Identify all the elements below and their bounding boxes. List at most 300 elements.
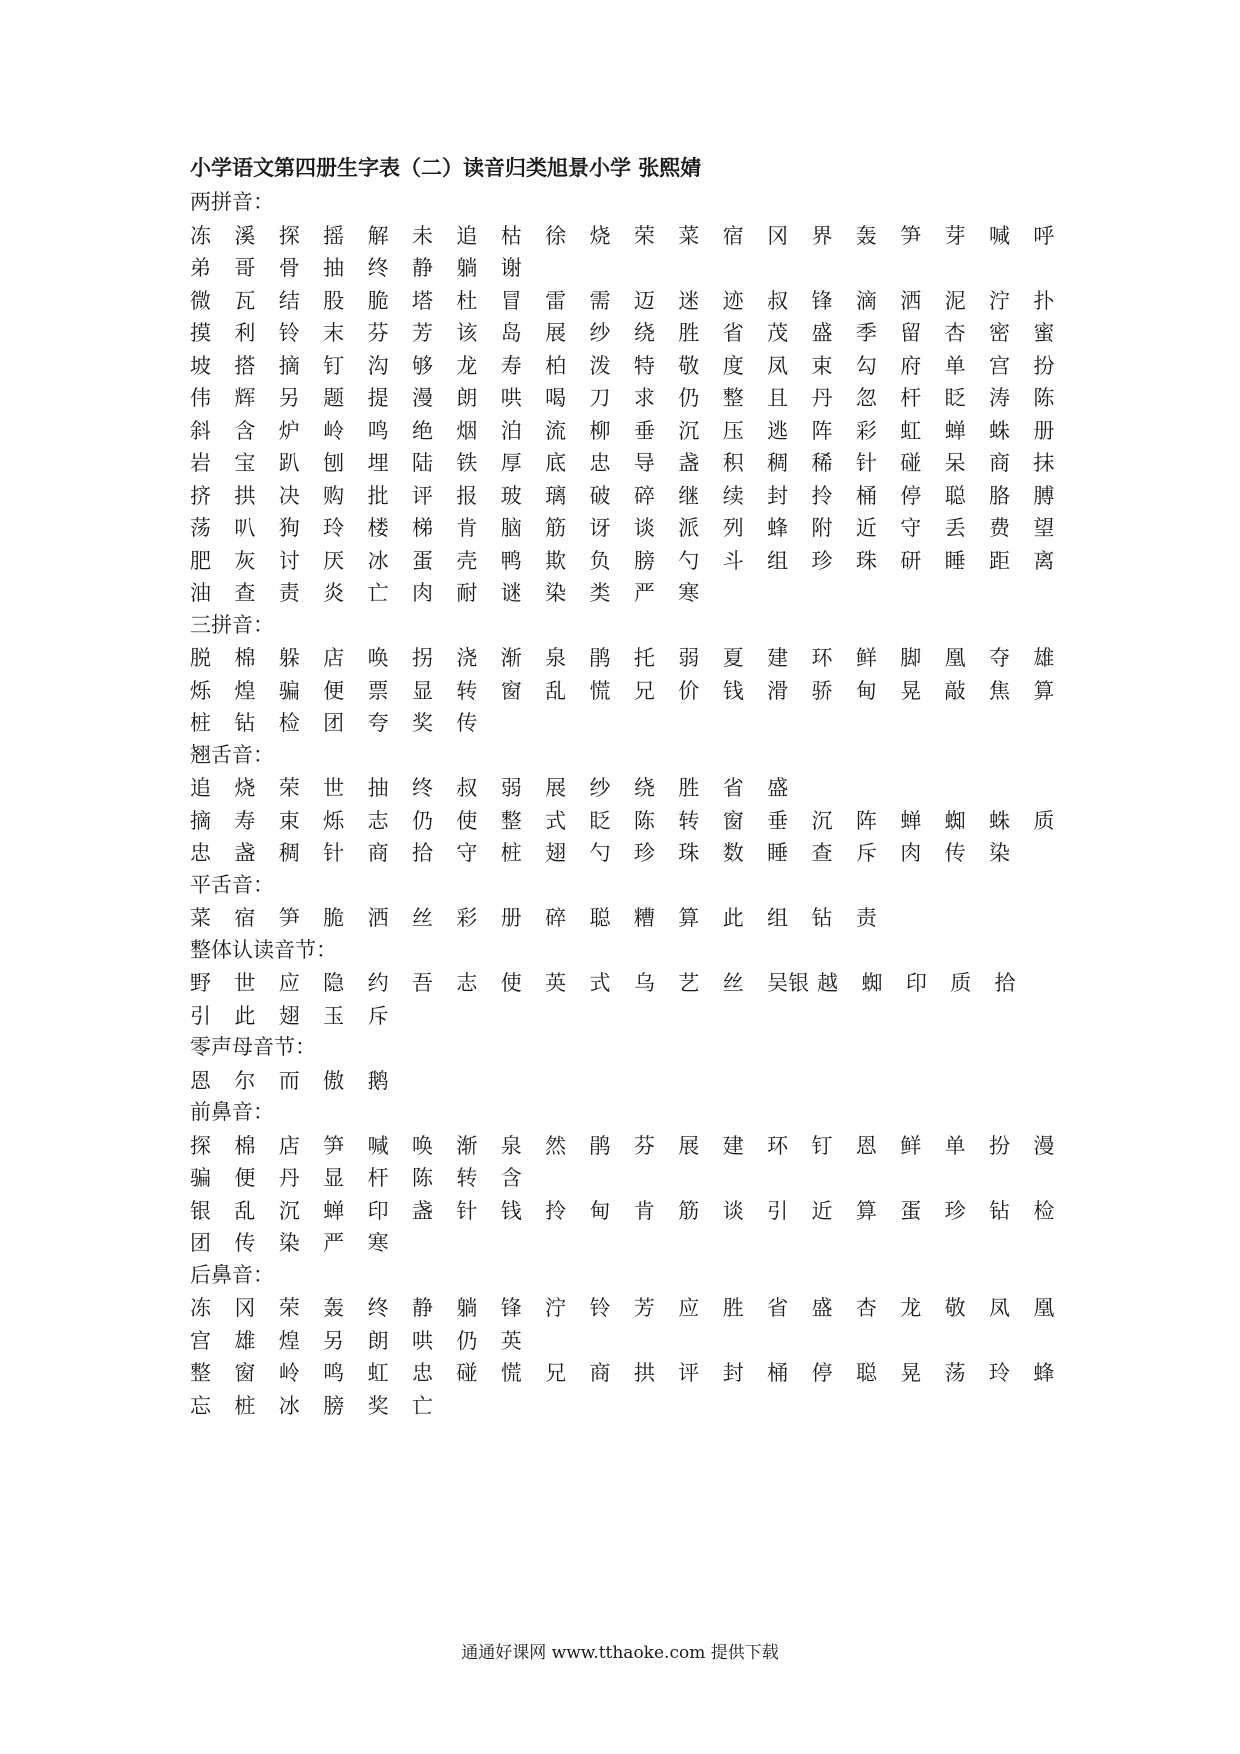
character: 骗 bbox=[190, 1166, 211, 1191]
character-row bbox=[190, 966, 1070, 999]
character: 脱 bbox=[190, 646, 211, 671]
character: 忠 bbox=[411, 1361, 433, 1386]
character: 传 bbox=[944, 841, 966, 866]
character: 谈 bbox=[722, 1198, 744, 1223]
character: 埋 bbox=[367, 451, 389, 476]
character: 志 bbox=[367, 808, 389, 833]
character: 梯 bbox=[411, 516, 433, 541]
character: 蜂 bbox=[767, 516, 789, 541]
character-row bbox=[190, 576, 1070, 609]
character: 世 bbox=[323, 776, 345, 801]
character: 斥 bbox=[367, 1003, 389, 1028]
character: 册 bbox=[500, 906, 522, 931]
character: 斜 bbox=[190, 418, 211, 443]
character: 冈 bbox=[234, 1296, 256, 1321]
character: 追 bbox=[456, 223, 478, 248]
character: 摘 bbox=[190, 808, 211, 833]
character: 鲜 bbox=[855, 646, 877, 671]
character: 结 bbox=[278, 288, 300, 313]
character: 商 bbox=[367, 841, 389, 866]
character: 躺 bbox=[456, 1296, 478, 1321]
character: 密 bbox=[989, 321, 1011, 346]
character: 束 bbox=[811, 353, 833, 378]
character: 度 bbox=[722, 353, 744, 378]
character: 导 bbox=[633, 451, 655, 476]
character: 拎 bbox=[811, 483, 833, 508]
character: 奖 bbox=[367, 1393, 389, 1418]
character: 勺 bbox=[589, 841, 611, 866]
character: 烁 bbox=[190, 678, 211, 703]
character: 鸣 bbox=[323, 1361, 345, 1386]
character: 雄 bbox=[1033, 646, 1055, 671]
character: 负 bbox=[589, 548, 611, 573]
character: 抹 bbox=[1033, 451, 1055, 476]
character: 英 bbox=[500, 1328, 522, 1353]
character: 锋 bbox=[500, 1296, 522, 1321]
character: 垂 bbox=[767, 808, 789, 833]
character: 谜 bbox=[500, 581, 522, 606]
character: 珍 bbox=[811, 548, 833, 573]
character: 乌 bbox=[633, 971, 655, 996]
character: 展 bbox=[545, 321, 567, 346]
character: 然 bbox=[545, 1133, 567, 1158]
character: 商 bbox=[989, 451, 1011, 476]
character: 停 bbox=[900, 483, 922, 508]
character: 盛 bbox=[767, 776, 789, 801]
character: 骗 bbox=[278, 678, 300, 703]
character: 该 bbox=[456, 321, 478, 346]
character: 荣 bbox=[278, 1296, 300, 1321]
character: 显 bbox=[411, 678, 433, 703]
character: 拎 bbox=[545, 1198, 567, 1223]
character: 眨 bbox=[589, 808, 611, 833]
character-row bbox=[190, 381, 1070, 414]
character: 摸 bbox=[190, 321, 211, 346]
character: 垂 bbox=[633, 418, 655, 443]
character: 恩 bbox=[190, 1068, 211, 1093]
character: 蛛 bbox=[989, 418, 1011, 443]
character: 瓦 bbox=[234, 288, 256, 313]
character: 继 bbox=[678, 483, 700, 508]
character: 泞 bbox=[989, 288, 1011, 313]
character: 厚 bbox=[500, 451, 522, 476]
character: 派 bbox=[678, 516, 700, 541]
character: 喝 bbox=[545, 386, 567, 411]
character: 烧 bbox=[234, 776, 256, 801]
character: 约 bbox=[367, 971, 389, 996]
character: 岩 bbox=[190, 451, 211, 476]
character: 枯 bbox=[500, 223, 522, 248]
character: 转 bbox=[678, 808, 700, 833]
character-row bbox=[190, 219, 1070, 252]
character: 寿 bbox=[500, 353, 522, 378]
character: 探 bbox=[278, 223, 300, 248]
character: 朗 bbox=[367, 1328, 389, 1353]
character: 印 bbox=[905, 971, 927, 996]
character: 蝉 bbox=[900, 808, 922, 833]
character: 组 bbox=[767, 548, 789, 573]
character: 煌 bbox=[234, 678, 256, 703]
character: 研 bbox=[900, 548, 922, 573]
character: 批 bbox=[367, 483, 389, 508]
character: 组 bbox=[767, 906, 789, 931]
character: 叭 bbox=[234, 516, 256, 541]
character: 荡 bbox=[944, 1361, 966, 1386]
character: 托 bbox=[633, 646, 655, 671]
character: 世 bbox=[234, 971, 256, 996]
character: 胜 bbox=[678, 776, 700, 801]
character: 窗 bbox=[722, 808, 744, 833]
character: 蜘 bbox=[944, 808, 966, 833]
character: 宫 bbox=[190, 1328, 211, 1353]
character: 检 bbox=[278, 711, 300, 736]
character: 眨 bbox=[944, 386, 966, 411]
character: 利 bbox=[234, 321, 256, 346]
character: 展 bbox=[678, 1133, 700, 1158]
character: 寿 bbox=[234, 808, 256, 833]
character: 印 bbox=[367, 1198, 389, 1223]
character-row bbox=[190, 349, 1070, 382]
character: 追 bbox=[190, 776, 211, 801]
character: 鸭 bbox=[500, 548, 522, 573]
character: 凤 bbox=[989, 1296, 1011, 1321]
character: 刀 bbox=[589, 386, 611, 411]
character: 甸 bbox=[855, 678, 877, 703]
character: 引 bbox=[190, 1003, 211, 1028]
character: 算 bbox=[1033, 678, 1055, 703]
character: 勺 bbox=[678, 548, 700, 573]
character: 式 bbox=[589, 971, 611, 996]
character: 丢 bbox=[944, 516, 966, 541]
character: 摇 bbox=[323, 223, 345, 248]
character: 夸 bbox=[367, 711, 389, 736]
character: 蜘 bbox=[861, 971, 883, 996]
character: 蜜 bbox=[1033, 321, 1055, 346]
character: 笋 bbox=[900, 223, 922, 248]
character: 抽 bbox=[367, 776, 389, 801]
character: 桩 bbox=[234, 1393, 256, 1418]
character: 浇 bbox=[456, 646, 478, 671]
character: 睡 bbox=[767, 841, 789, 866]
character: 解 bbox=[367, 223, 389, 248]
character: 束 bbox=[278, 808, 300, 833]
character: 聪 bbox=[589, 906, 611, 931]
character: 肉 bbox=[900, 841, 922, 866]
character: 转 bbox=[456, 1166, 478, 1191]
character: 辉 bbox=[234, 386, 256, 411]
character-row bbox=[190, 1129, 1070, 1162]
character: 聪 bbox=[855, 1361, 877, 1386]
character: 挤 bbox=[190, 483, 211, 508]
character: 狗 bbox=[278, 516, 300, 541]
character: 彩 bbox=[456, 906, 478, 931]
character: 斗 bbox=[722, 548, 744, 573]
character: 甸 bbox=[589, 1198, 611, 1223]
character: 式 bbox=[545, 808, 567, 833]
character: 冻 bbox=[190, 223, 211, 248]
character: 绕 bbox=[633, 321, 655, 346]
character: 漫 bbox=[411, 386, 433, 411]
character: 敬 bbox=[944, 1296, 966, 1321]
character: 另 bbox=[278, 386, 300, 411]
character: 龙 bbox=[900, 1296, 922, 1321]
character: 塔 bbox=[411, 288, 433, 313]
character: 煌 bbox=[278, 1328, 300, 1353]
character: 泼 bbox=[589, 353, 611, 378]
character: 纱 bbox=[589, 776, 611, 801]
character: 迹 bbox=[722, 288, 744, 313]
character: 艺 bbox=[678, 971, 700, 996]
character: 丝 bbox=[722, 971, 744, 996]
character: 省 bbox=[722, 776, 744, 801]
character: 膀 bbox=[633, 548, 655, 573]
character: 珠 bbox=[855, 548, 877, 573]
character: 晃 bbox=[900, 1361, 922, 1386]
character: 府 bbox=[900, 353, 922, 378]
character: 溪 bbox=[234, 223, 256, 248]
character: 岭 bbox=[323, 418, 345, 443]
character-row bbox=[190, 479, 1070, 512]
character: 叔 bbox=[767, 288, 789, 313]
character: 吴银 bbox=[767, 971, 810, 996]
character: 稀 bbox=[811, 451, 833, 476]
character: 喊 bbox=[989, 223, 1011, 248]
character: 芳 bbox=[633, 1296, 655, 1321]
character: 凤 bbox=[767, 353, 789, 378]
character: 底 bbox=[545, 451, 567, 476]
character: 票 bbox=[367, 678, 389, 703]
character: 脆 bbox=[367, 288, 389, 313]
character: 传 bbox=[234, 1231, 256, 1256]
character: 拾 bbox=[411, 841, 433, 866]
character: 慌 bbox=[589, 678, 611, 703]
character: 封 bbox=[722, 1361, 744, 1386]
character-row bbox=[190, 1389, 1070, 1422]
character: 迈 bbox=[633, 288, 655, 313]
character: 柳 bbox=[589, 418, 611, 443]
character: 压 bbox=[722, 418, 744, 443]
character: 附 bbox=[811, 516, 833, 541]
character: 彩 bbox=[855, 418, 877, 443]
character: 胜 bbox=[678, 321, 700, 346]
character: 费 bbox=[989, 516, 1011, 541]
character: 冈 bbox=[767, 223, 789, 248]
character: 拱 bbox=[633, 1361, 655, 1386]
character: 奖 bbox=[411, 711, 433, 736]
character: 抽 bbox=[323, 256, 345, 281]
character: 质 bbox=[950, 971, 972, 996]
section-heading: 两拼音： bbox=[190, 190, 274, 214]
character: 棉 bbox=[234, 646, 256, 671]
character-row bbox=[190, 999, 1070, 1032]
character: 染 bbox=[545, 581, 567, 606]
character: 应 bbox=[278, 971, 300, 996]
character: 碎 bbox=[545, 906, 567, 931]
character: 肉 bbox=[411, 581, 433, 606]
section-heading: 三拼音： bbox=[190, 612, 274, 637]
character: 忠 bbox=[190, 841, 211, 866]
character: 翅 bbox=[545, 841, 567, 866]
character: 静 bbox=[411, 256, 433, 281]
character: 谢 bbox=[500, 256, 522, 281]
character: 扮 bbox=[1033, 353, 1055, 378]
character: 杏 bbox=[855, 1296, 877, 1321]
character-row bbox=[190, 316, 1070, 349]
character: 珍 bbox=[633, 841, 655, 866]
character: 尔 bbox=[234, 1068, 256, 1093]
character: 严 bbox=[323, 1231, 345, 1256]
character-row bbox=[190, 414, 1070, 447]
character: 躺 bbox=[456, 256, 478, 281]
character: 志 bbox=[456, 971, 478, 996]
character: 商 bbox=[589, 1361, 611, 1386]
character: 寒 bbox=[367, 1231, 389, 1256]
character: 荣 bbox=[633, 223, 655, 248]
character: 糟 bbox=[633, 906, 655, 931]
character: 针 bbox=[456, 1198, 478, 1223]
character: 聪 bbox=[944, 483, 966, 508]
character: 菜 bbox=[190, 906, 211, 931]
character: 讨 bbox=[278, 548, 300, 573]
character: 严 bbox=[633, 581, 655, 606]
character: 铁 bbox=[456, 451, 478, 476]
character: 躲 bbox=[278, 646, 300, 671]
character: 距 bbox=[989, 548, 1011, 573]
character: 陈 bbox=[1033, 386, 1055, 411]
character: 忠 bbox=[589, 451, 611, 476]
character: 讶 bbox=[589, 516, 611, 541]
character: 稠 bbox=[767, 451, 789, 476]
character: 类 bbox=[589, 581, 611, 606]
character: 趴 bbox=[278, 451, 300, 476]
character: 芳 bbox=[411, 321, 433, 346]
character: 敬 bbox=[678, 353, 700, 378]
character: 泥 bbox=[944, 288, 966, 313]
character-row bbox=[190, 446, 1070, 479]
character: 凰 bbox=[944, 646, 966, 671]
character: 单 bbox=[944, 1133, 966, 1158]
character: 兄 bbox=[633, 678, 655, 703]
character: 骄 bbox=[811, 678, 833, 703]
character: 骨 bbox=[278, 256, 300, 281]
character: 价 bbox=[678, 678, 700, 703]
character: 菜 bbox=[678, 223, 700, 248]
character: 购 bbox=[323, 483, 345, 508]
character: 陈 bbox=[633, 808, 655, 833]
character: 鹅 bbox=[367, 1068, 389, 1093]
character: 终 bbox=[367, 256, 389, 281]
character: 末 bbox=[323, 321, 345, 346]
character: 杜 bbox=[456, 288, 478, 313]
character: 唤 bbox=[411, 1133, 433, 1158]
character: 查 bbox=[811, 841, 833, 866]
character: 翅 bbox=[278, 1003, 300, 1028]
character: 肥 bbox=[190, 548, 211, 573]
character: 拐 bbox=[411, 646, 433, 671]
character: 鲜 bbox=[900, 1133, 922, 1158]
character: 传 bbox=[456, 711, 478, 736]
character: 弟 bbox=[190, 256, 211, 281]
character: 朗 bbox=[456, 386, 478, 411]
character: 陆 bbox=[411, 451, 433, 476]
character: 欺 bbox=[545, 548, 567, 573]
character: 叔 bbox=[456, 776, 478, 801]
character: 决 bbox=[278, 483, 300, 508]
character: 哥 bbox=[234, 256, 256, 281]
character: 应 bbox=[678, 1296, 700, 1321]
character: 渐 bbox=[500, 646, 522, 671]
character: 流 bbox=[545, 418, 567, 443]
character: 蛋 bbox=[900, 1198, 922, 1223]
character: 肯 bbox=[456, 516, 478, 541]
character: 丝 bbox=[411, 906, 433, 931]
character: 宿 bbox=[234, 906, 256, 931]
character: 沉 bbox=[678, 418, 700, 443]
character: 针 bbox=[323, 841, 345, 866]
character: 筋 bbox=[545, 516, 567, 541]
character: 提 bbox=[367, 386, 389, 411]
character: 芬 bbox=[633, 1133, 655, 1158]
character: 停 bbox=[811, 1361, 833, 1386]
character: 仍 bbox=[678, 386, 700, 411]
character: 蛋 bbox=[411, 548, 433, 573]
character: 特 bbox=[633, 353, 655, 378]
character: 璃 bbox=[545, 483, 567, 508]
character: 蜂 bbox=[1033, 1361, 1055, 1386]
character: 虹 bbox=[367, 1361, 389, 1386]
character: 扮 bbox=[989, 1133, 1011, 1158]
character: 窗 bbox=[500, 678, 522, 703]
character: 宫 bbox=[989, 353, 1011, 378]
character: 省 bbox=[722, 321, 744, 346]
character: 冰 bbox=[278, 1393, 300, 1418]
character: 染 bbox=[278, 1231, 300, 1256]
character: 壳 bbox=[456, 548, 478, 573]
character: 玻 bbox=[500, 483, 522, 508]
character: 碎 bbox=[633, 483, 655, 508]
character: 碰 bbox=[900, 451, 922, 476]
character: 呆 bbox=[944, 451, 966, 476]
character: 焦 bbox=[989, 678, 1011, 703]
character: 厌 bbox=[323, 548, 345, 573]
character: 质 bbox=[1033, 808, 1055, 833]
character: 稠 bbox=[278, 841, 300, 866]
character-row bbox=[190, 1064, 1070, 1097]
character: 钻 bbox=[989, 1198, 1011, 1223]
character: 洒 bbox=[900, 288, 922, 313]
character: 转 bbox=[456, 678, 478, 703]
character: 钉 bbox=[323, 353, 345, 378]
character: 未 bbox=[411, 223, 433, 248]
character: 纱 bbox=[589, 321, 611, 346]
character: 桩 bbox=[190, 711, 211, 736]
character: 续 bbox=[722, 483, 744, 508]
character: 膀 bbox=[323, 1393, 345, 1418]
character: 哄 bbox=[500, 386, 522, 411]
character-row bbox=[190, 1161, 1070, 1194]
character: 探 bbox=[190, 1133, 211, 1158]
character: 荡 bbox=[190, 516, 211, 541]
character: 夏 bbox=[722, 646, 744, 671]
character: 留 bbox=[900, 321, 922, 346]
character: 团 bbox=[323, 711, 345, 736]
character: 宝 bbox=[234, 451, 256, 476]
character: 展 bbox=[545, 776, 567, 801]
character: 乱 bbox=[234, 1198, 256, 1223]
character: 越 bbox=[817, 971, 839, 996]
character: 冻 bbox=[190, 1296, 211, 1321]
character: 杆 bbox=[900, 386, 922, 411]
